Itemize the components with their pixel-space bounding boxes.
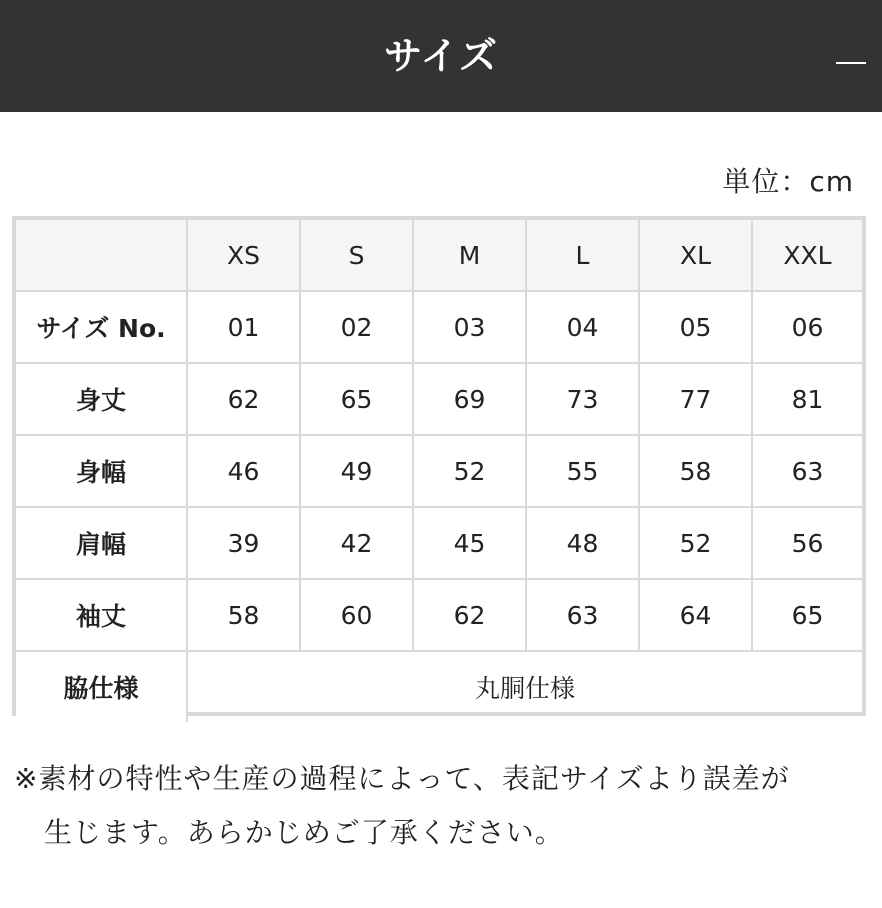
unit-label: 単位：cm (722, 165, 854, 198)
table-cell: 58 (639, 435, 752, 507)
table-row (16, 363, 862, 435)
column-header-l: L (526, 220, 639, 291)
row-label-sleeve-length: 袖丈 (16, 579, 187, 651)
table-cell: 73 (526, 363, 639, 435)
table-header-row (16, 220, 862, 291)
collapse-button[interactable] (822, 40, 870, 80)
minus-icon (836, 62, 866, 64)
row-label-side-spec: 脇仕様 (16, 651, 187, 722)
column-header-xxl: XXL (752, 220, 862, 291)
size-table-container (12, 216, 866, 716)
table-row (16, 507, 862, 579)
table-row (16, 291, 862, 363)
table-cell: 77 (639, 363, 752, 435)
column-header-xl: XL (639, 220, 752, 291)
table-cell: 60 (300, 579, 413, 651)
note-line-2: 生じます。あらかじめご了承ください。 (44, 816, 564, 849)
table-cell: 06 (752, 291, 862, 363)
column-header-s: S (300, 220, 413, 291)
table-cell: 62 (413, 579, 526, 651)
table-cell: 49 (300, 435, 413, 507)
table-cell: 03 (413, 291, 526, 363)
size-table (16, 220, 862, 722)
table-cell: 45 (413, 507, 526, 579)
corner-cell (16, 220, 187, 291)
table-cell: 65 (752, 579, 862, 651)
table-cell: 64 (639, 579, 752, 651)
table-cell: 52 (639, 507, 752, 579)
table-row (16, 435, 862, 507)
table-cell: 48 (526, 507, 639, 579)
column-header-m: M (413, 220, 526, 291)
side-spec-value: 丸胴仕様 (187, 651, 862, 722)
table-cell: 46 (187, 435, 300, 507)
table-cell: 01 (187, 291, 300, 363)
table-cell: 52 (413, 435, 526, 507)
table-cell: 62 (187, 363, 300, 435)
table-cell: 65 (300, 363, 413, 435)
row-label-body-length: 身丈 (16, 363, 187, 435)
table-cell: 39 (187, 507, 300, 579)
section-header[interactable] (0, 0, 882, 112)
table-cell: 69 (413, 363, 526, 435)
table-cell: 63 (526, 579, 639, 651)
table-cell: 55 (526, 435, 639, 507)
table-cell: 05 (639, 291, 752, 363)
row-label-size-no: サイズ No. (16, 291, 187, 363)
table-cell: 81 (752, 363, 862, 435)
row-label-body-width: 身幅 (16, 435, 187, 507)
note-line-1: ※素材の特性や生産の過程によって、表記サイズより誤差が (14, 762, 790, 795)
row-label-shoulder-width: 肩幅 (16, 507, 187, 579)
table-cell: 04 (526, 291, 639, 363)
table-row (16, 579, 862, 651)
table-row (16, 651, 862, 722)
table-cell: 42 (300, 507, 413, 579)
size-note (14, 752, 874, 860)
table-cell: 02 (300, 291, 413, 363)
section-title: サイズ (384, 34, 498, 78)
column-header-xs: XS (187, 220, 300, 291)
table-cell: 56 (752, 507, 862, 579)
table-cell: 63 (752, 435, 862, 507)
table-cell: 58 (187, 579, 300, 651)
